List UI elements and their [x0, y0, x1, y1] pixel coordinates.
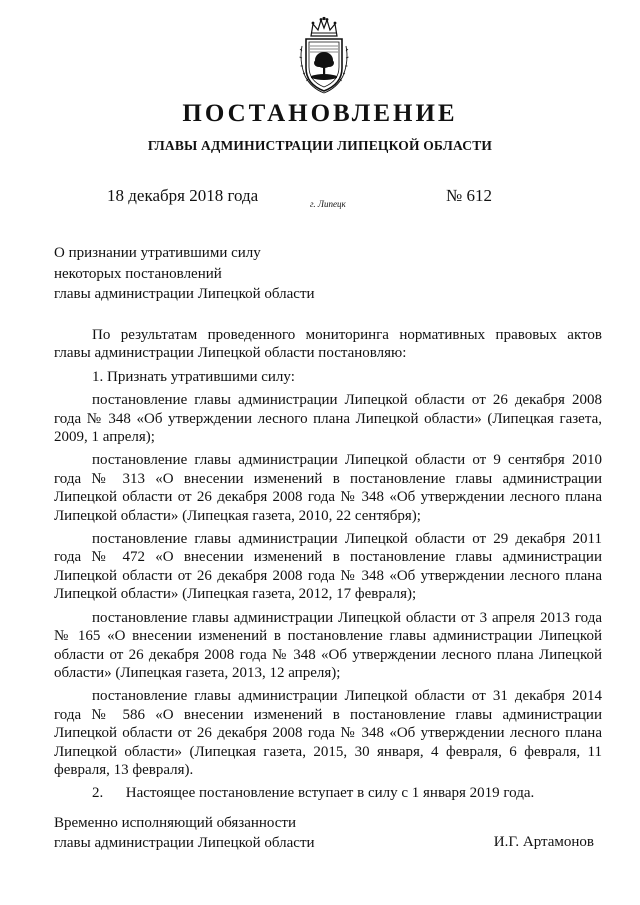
- document-body: [54, 326, 602, 808]
- body-paragraph-act: постановление главы администрации Липецкой области от 9 сентября 2010 года № 313 «О внесении изменений в постановление главы администрации Липецкой области от 26 декабря 2008 года № 348 «Об утверждении лесного плана Липецкой области» (Липецкая газета, 2010, 22 сентября);: [54, 452, 602, 524]
- document-title: ПОСТАНОВЛЕНИЕ: [182, 100, 458, 127]
- signature-position-line: главы администрации Липецкой области: [54, 834, 315, 851]
- lipetsk-coat-of-arms-icon: [297, 16, 351, 94]
- signature-name: И.Г. Артамонов: [493, 833, 594, 850]
- body-paragraph-item-1: 1. Признать утратившими силу:: [92, 368, 295, 385]
- body-paragraph-act: постановление главы администрации Липецкой области от 29 декабря 2011 года № 472 «О внесении изменений в постановление главы администрации Липецкой области от 26 декабря 2008 года № 348 «Об утверждении лесного плана Липецкой области» (Липецкая газета, 2012, 17 февраля);: [54, 531, 602, 603]
- signature-position: [54, 814, 315, 853]
- document-subtitle: ГЛАВЫ АДМИНИСТРАЦИИ ЛИПЕЦКОЙ ОБЛАСТИ: [147, 138, 493, 153]
- document-subject: [54, 243, 315, 305]
- body-paragraph-act: постановление главы администрации Липецкой области от 26 декабря 2008 года № 348 «Об утверждении лесного плана Липецкой области» (Липецкая газета, 2009, 1 апреля);: [54, 392, 602, 446]
- body-paragraph-act: постановление главы администрации Липецкой области от 3 апреля 2013 года № 165 «О внесении изменений в постановление главы администрации Липецкой области от 26 декабря 2008 года № 348 «Об утверждении лесного плана Липецкой области» (Липецкая газета, 2013, 12 апреля);: [54, 609, 602, 681]
- signature-position-line: Временно исполняющий обязанности: [54, 815, 297, 831]
- subject-line: некоторых постановлений: [54, 265, 222, 282]
- body-paragraph-item-2: 2. Настоящее постановление вступает в силу с 1 января 2019 года.: [92, 785, 535, 802]
- document-date: 18 декабря 2018 года: [107, 186, 259, 205]
- body-paragraph-preamble: По результатам проведенного мониторинга нормативных правовых актов главы администрации Липецкой области постановляю:: [54, 327, 602, 362]
- subject-line: О признании утратившими силу: [54, 245, 261, 261]
- body-paragraph-act: постановление главы администрации Липецкой области от 31 декабря 2014 года № 586 «О внесении изменений в постановление главы администрации Липецкой области от 26 декабря 2008 года № 348 «Об утверждении лесного плана Липецкой области» (Липецкая газета, 2015, 30 января, 4 февраля, 6 февраля, 11 февраля, 13 февраля).: [54, 688, 602, 778]
- document-number: № 612: [446, 186, 492, 205]
- subject-line: главы администрации Липецкой области: [54, 286, 315, 302]
- document-city: г. Липецк: [310, 199, 346, 209]
